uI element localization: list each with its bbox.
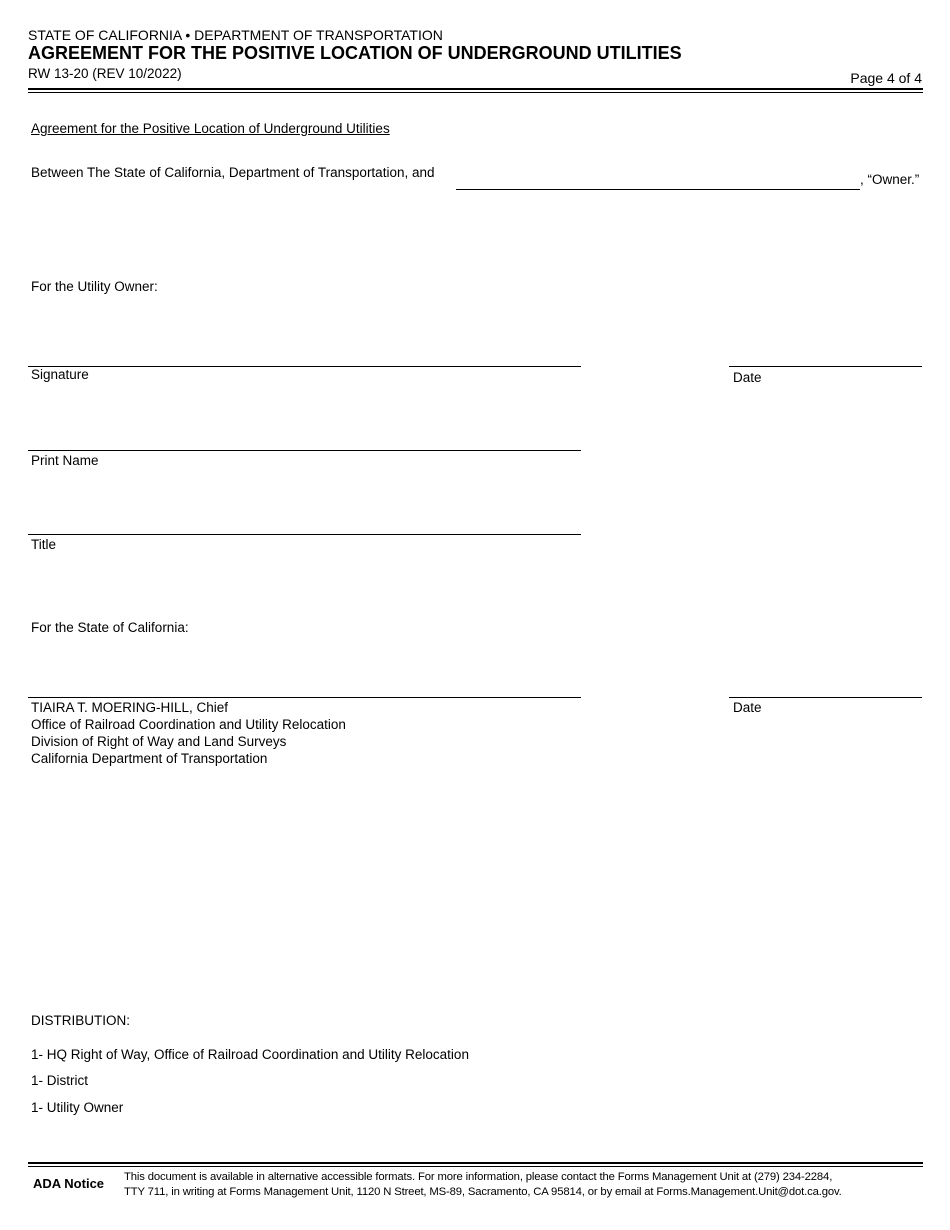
state-heading: For the State of California: (31, 620, 189, 635)
owner-suffix: , “Owner.” (860, 172, 920, 187)
signer-office: Office of Railroad Coordination and Utility Relocation (31, 717, 346, 732)
page-number: Page 4 of 4 (850, 70, 922, 86)
header-rule-top (28, 88, 923, 90)
print-name-line (28, 450, 581, 451)
distribution-item: 1- HQ Right of Way, Office of Railroad Coordination and Utility Relocation (31, 1047, 469, 1062)
utility-date-label: Date (733, 370, 762, 385)
distribution-item: 1- District (31, 1073, 88, 1088)
print-name-label: Print Name (31, 453, 99, 468)
state-signature-input[interactable] (28, 676, 581, 697)
footer-rule-bottom (28, 1166, 923, 1167)
form-number: RW 13-20 (REV 10/2022) (28, 66, 182, 81)
ada-notice-label: ADA Notice (33, 1176, 105, 1191)
state-date-input[interactable] (729, 676, 922, 697)
between-text: Between The State of California, Department of Transportation, and (31, 165, 435, 180)
agency-line: STATE OF CALIFORNIA • DEPARTMENT OF TRANSPORTATION (28, 27, 443, 43)
distribution-heading: DISTRIBUTION: (31, 1013, 131, 1028)
ada-notice-line-2: TTY 711, in writing at Forms Management Unit, 1120 N Street, MS-89, Sacramento, CA 95814, or by email at Forms.Management.Unit@dot.ca.gov. (124, 1186, 842, 1198)
title-input[interactable] (28, 513, 581, 534)
state-date-line (729, 697, 922, 698)
distribution-item: 1- Utility Owner (31, 1100, 124, 1115)
ada-notice-line-1: This document is available in alternative accessible formats. For more information, please contact the Forms Management Unit at (279) 234-2284, (124, 1171, 833, 1183)
utility-date-line (729, 366, 922, 367)
signer-division: Division of Right of Way and Land Surveys (31, 734, 287, 749)
owner-name-input[interactable] (456, 170, 860, 189)
print-name-input[interactable] (28, 429, 581, 450)
state-date-label: Date (733, 700, 762, 715)
title-line (28, 534, 581, 535)
utility-owner-heading: For the Utility Owner: (31, 279, 158, 294)
signer-name: TIAIRA T. MOERING-HILL, Chief (31, 700, 229, 715)
owner-name-line (456, 189, 860, 190)
agreement-subtitle: Agreement for the Positive Location of Underground Utilities (31, 121, 390, 136)
utility-date-input[interactable] (729, 345, 922, 366)
form-title: AGREEMENT FOR THE POSITIVE LOCATION OF UNDERGROUND UTILITIES (28, 43, 682, 63)
footer-rule-top (28, 1162, 923, 1164)
title-label: Title (31, 537, 57, 552)
header-rule-bottom (28, 92, 923, 93)
utility-signature-line (28, 366, 581, 367)
state-signature-line (28, 697, 581, 698)
utility-signature-label: Signature (31, 367, 89, 382)
signer-department: California Department of Transportation (31, 751, 268, 766)
utility-signature-input[interactable] (28, 345, 581, 366)
